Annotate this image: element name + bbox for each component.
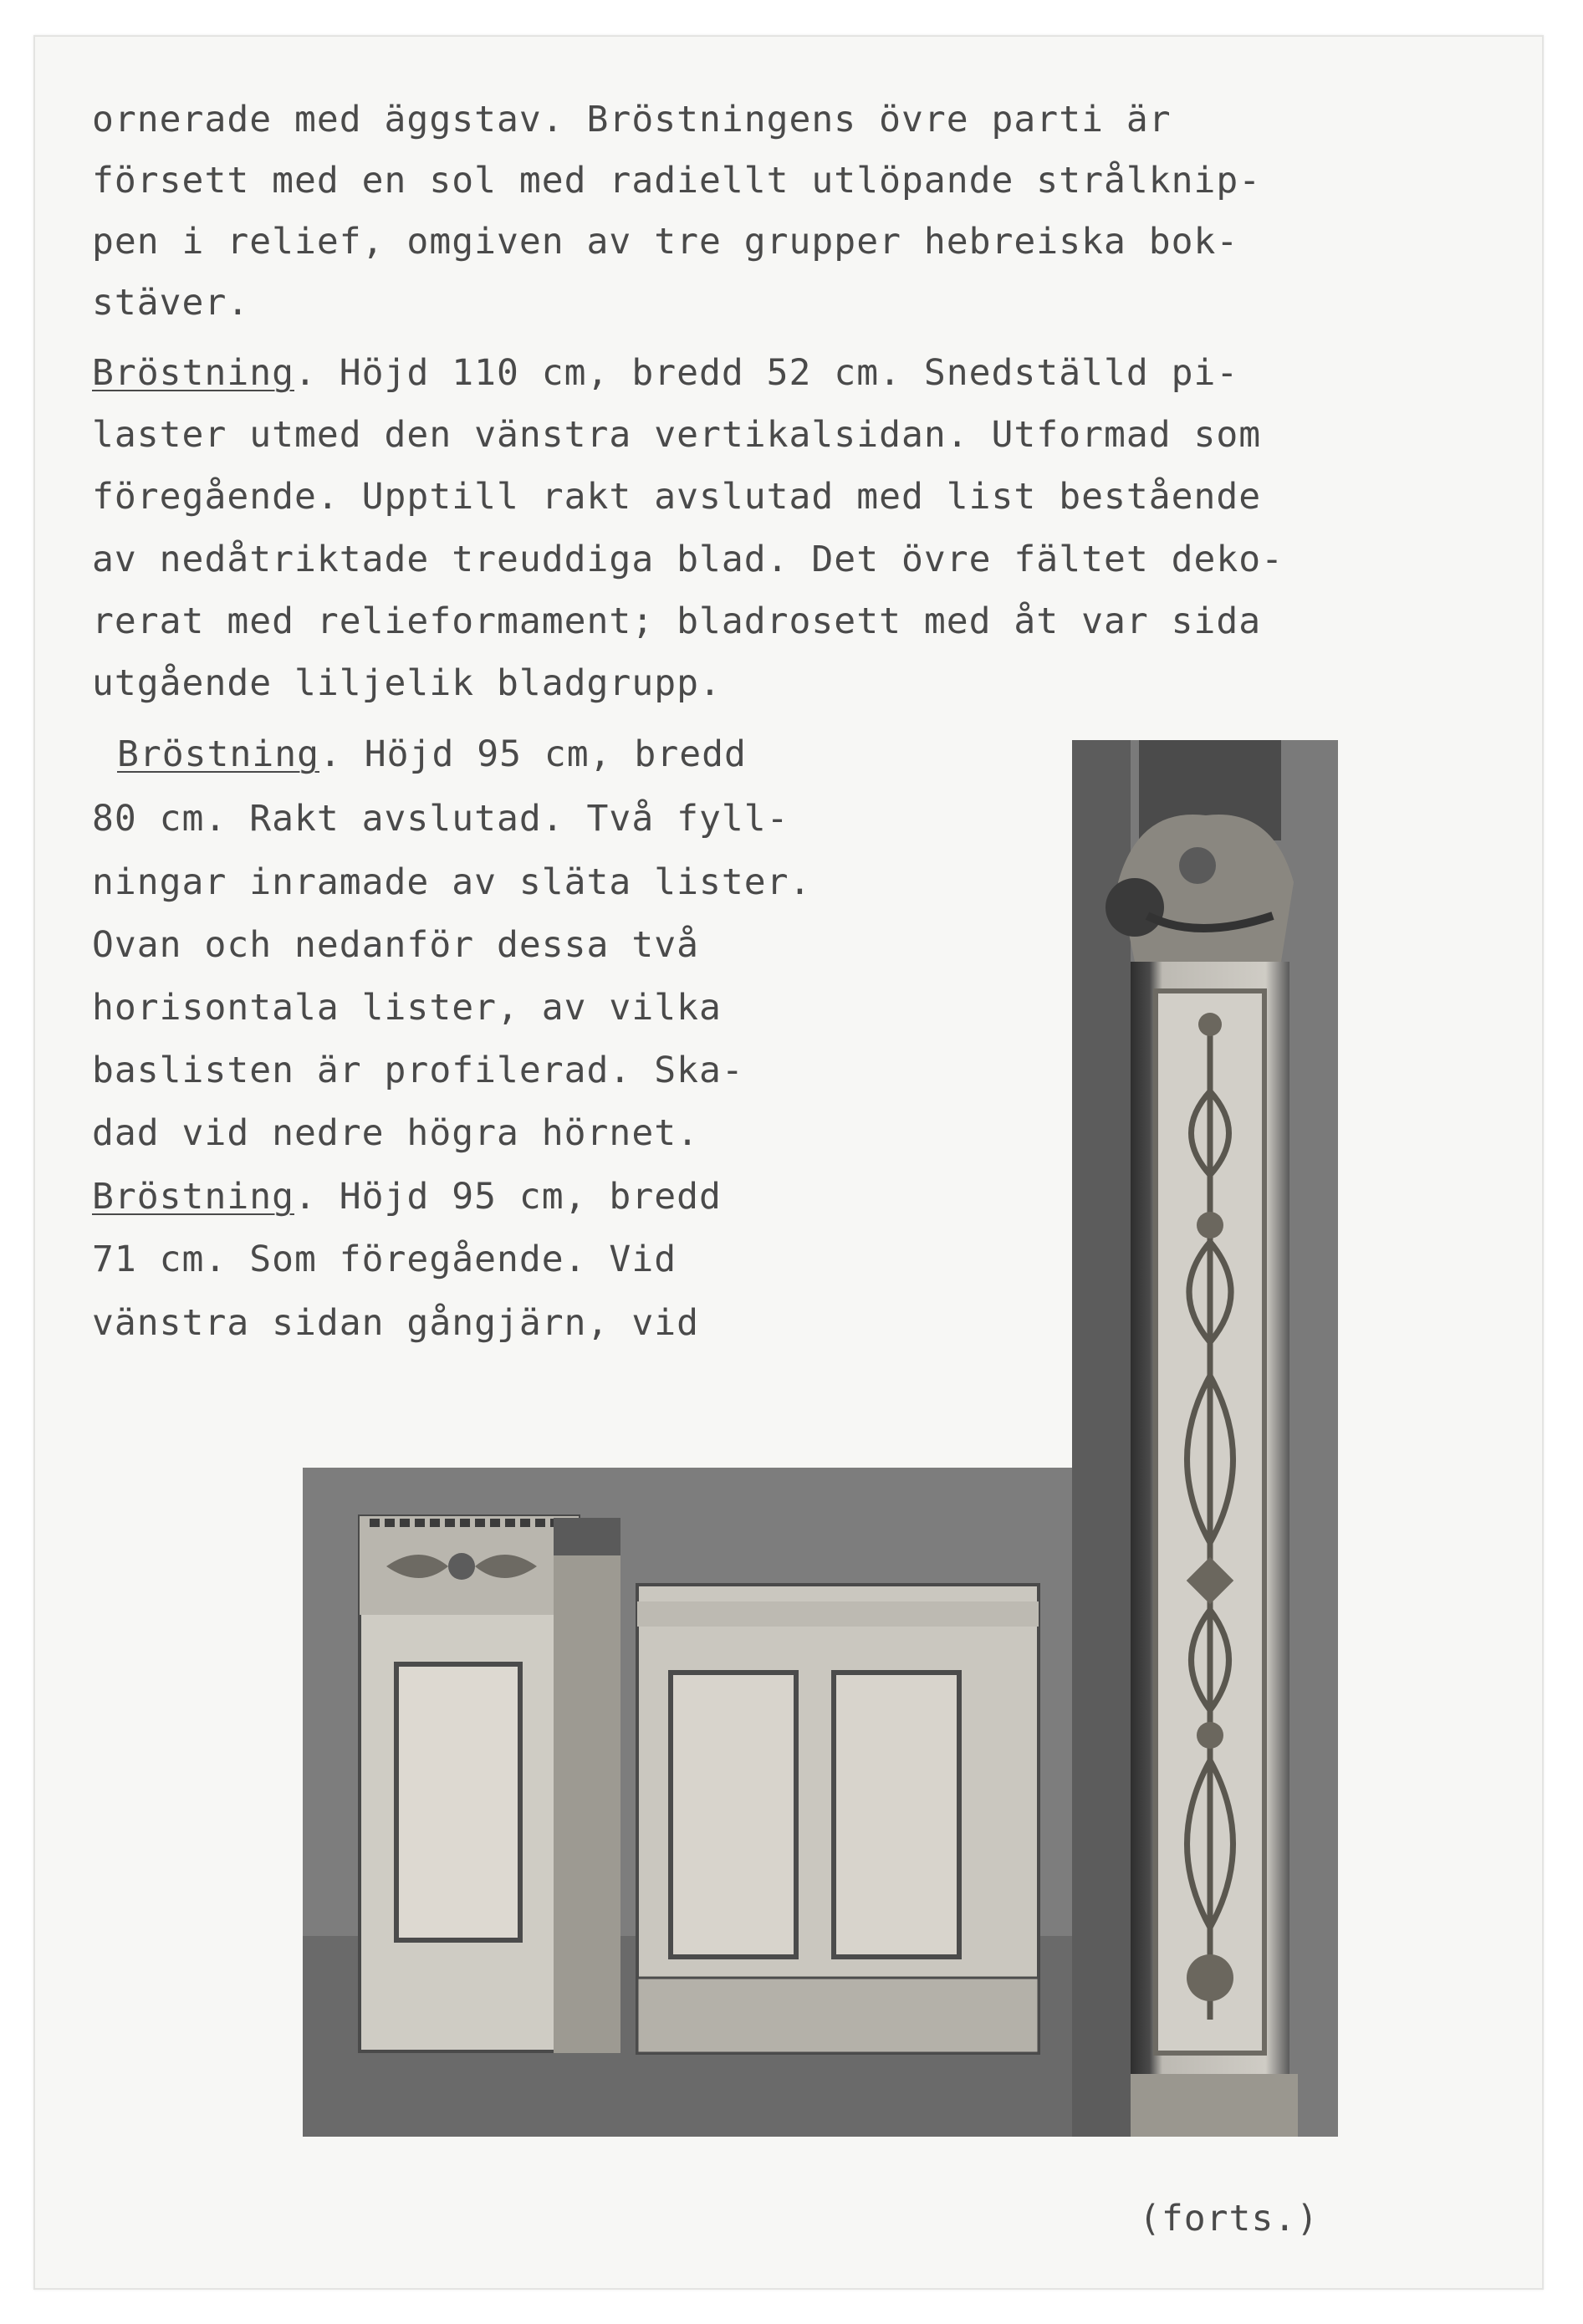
text-line [92, 99, 1172, 140]
line-text: föregående. Upptill rakt avslutad med list bestående [92, 476, 1262, 518]
text-line [92, 987, 722, 1029]
line-text: stäver. [92, 282, 250, 324]
text-line [92, 414, 1262, 456]
line-text: vänstra sidan gångjärn, vid [92, 1302, 699, 1344]
text-line [92, 539, 1284, 580]
line-text: rerat med relieformament; bladrosett med åt var sida [92, 600, 1262, 642]
line-text: . Höjd 95 cm, bredd [319, 733, 747, 775]
text-line [92, 1112, 699, 1154]
photo-pilaster [1072, 740, 1338, 2137]
underlined-heading: Bröstning [92, 352, 294, 394]
text-line [117, 733, 747, 775]
text-line [92, 861, 812, 903]
text-line [92, 352, 1239, 394]
line-text: horisontala lister, av vilka [92, 987, 722, 1029]
photo-panels [303, 1468, 1072, 2137]
text-line [92, 1176, 722, 1218]
line-text: baslisten är profilerad. Ska- [92, 1050, 744, 1091]
line-text: . Höjd 110 cm, bredd 52 cm. Snedställd pi- [294, 352, 1239, 394]
line-text: ornerade med äggstav. Bröstningens övre parti är [92, 99, 1172, 140]
line-text: laster utmed den vänstra vertikalsidan. Utformad som [92, 414, 1262, 456]
text-line [92, 662, 722, 704]
text-line [92, 221, 1239, 263]
text-line [92, 600, 1262, 642]
text-line [92, 798, 789, 840]
line-text: pen i relief, omgiven av tre grupper hebreiska bok- [92, 221, 1239, 263]
underlined-heading: Bröstning [117, 733, 319, 775]
text-line [92, 1050, 744, 1091]
underlined-heading: Bröstning [92, 1176, 294, 1218]
text-line [92, 282, 250, 324]
line-text: Ovan och nedanför dessa två [92, 924, 699, 966]
line-text: dad vid nedre högra hörnet. [92, 1112, 699, 1154]
line-text: . Höjd 95 cm, bredd [294, 1176, 722, 1218]
line-text: försett med en sol med radiellt utlöpande strålknip- [92, 160, 1262, 202]
text-line [92, 924, 699, 966]
text-line [92, 476, 1262, 518]
text-line [92, 1239, 677, 1280]
line-text: ningar inramade av släta lister. [92, 861, 812, 903]
line-text: av nedåtriktade treuddiga blad. Det övre fältet deko- [92, 539, 1284, 580]
text-line [92, 1302, 699, 1344]
line-text: 80 cm. Rakt avslutad. Två fyll- [92, 798, 789, 840]
line-text: 71 cm. Som föregående. Vid [92, 1239, 677, 1280]
line-text: utgående liljelik bladgrupp. [92, 662, 722, 704]
continuation-note: (forts.) [1139, 2198, 1320, 2240]
text-line [92, 160, 1262, 202]
